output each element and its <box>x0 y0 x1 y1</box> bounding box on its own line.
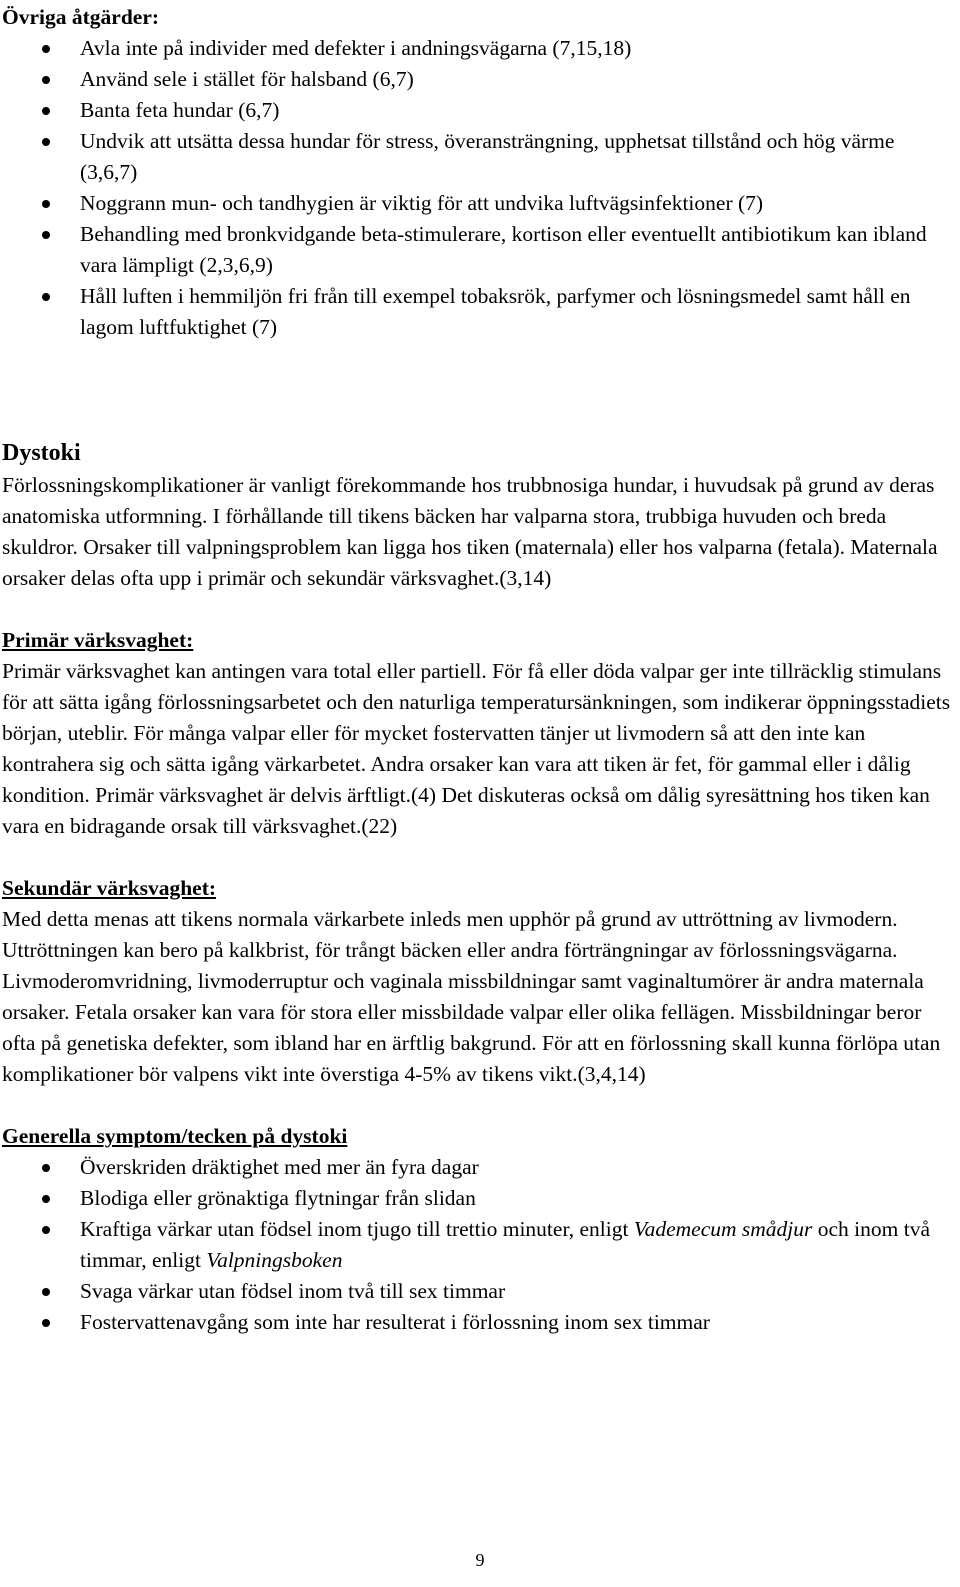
bullet-icon <box>42 1164 50 1172</box>
page-number: 9 <box>475 1550 485 1570</box>
list-item <box>2 1152 954 1183</box>
list-item-text: Blodiga eller grönaktiga flytningar från slidan <box>80 1186 476 1210</box>
dystoki-heading: Dystoki <box>2 440 81 466</box>
bullet-icon <box>42 107 50 115</box>
list-item <box>2 1276 954 1307</box>
list-item <box>2 95 954 126</box>
page-content <box>2 2 954 1338</box>
list-item <box>2 64 954 95</box>
list-item-text: Fostervattenavgång som inte har resulterat i förlossning inom sex timmar <box>80 1310 710 1334</box>
list-item-text: Överskriden dräktighet med mer än fyra dagar <box>80 1155 479 1179</box>
list-item-text: Banta feta hundar (6,7) <box>80 98 280 122</box>
list-item-text: Svaga värkar utan födsel inom två till sex timmar <box>80 1279 506 1303</box>
bullet-icon <box>42 1288 50 1296</box>
bullet-icon <box>42 1319 50 1327</box>
ovriga-list <box>2 33 954 343</box>
bullet-icon <box>42 200 50 208</box>
list-item <box>2 1307 954 1338</box>
list-item <box>2 219 954 281</box>
list-item-text: Avla inte på individer med defekter i andningsvägarna (7,15,18) <box>80 36 632 60</box>
primar-heading: Primär värksvaghet: <box>2 628 194 652</box>
primar-paragraph: Primär värksvaghet kan antingen vara total eller partiell. För få eller döda valpar ger inte tillräcklig stimulans för att sätta igång förlossningsarbetet och den naturliga temperatursänkningen, som indikerar öppningsstadiets början, uteblir. För många valpar eller för mycket fostervatten tänjer ut livmodern så att den inte kan kontrahera sig och sätta igång värkarbetet. Andra orsaker kan vara att tiken är fet, för gammal eller i dålig kondition. Primär värksvaghet är delvis ärftligt.(4) Det diskuteras också om dålig syresättning hos tiken kan vara en bidragande orsak till värksvaghet.(22) <box>2 659 951 838</box>
list-item-text: Undvik att utsätta dessa hundar för stress, överansträngning, upphetsat tillstånd och hög värme (3,6,7) <box>80 129 895 184</box>
list-item <box>2 281 954 343</box>
bullet-icon <box>42 293 50 301</box>
bullet-icon <box>42 231 50 239</box>
bullet-icon <box>42 138 50 146</box>
book-title-vademecum: Vademecum smådjur <box>633 1217 813 1241</box>
book-title-valpningsboken: Valpningsboken <box>206 1248 343 1272</box>
list-item-text: Håll luften i hemmiljön fri från till exempel tobaksrök, parfymer och lösningsmedel samt håll en lagom luftfuktighet (7) <box>80 284 911 339</box>
list-item <box>2 33 954 64</box>
symptom-heading: Generella symptom/tecken på dystoki <box>2 1124 348 1148</box>
list-item-text-part: och inom två timmar, enligt <box>80 1217 931 1272</box>
spacer <box>2 1090 954 1121</box>
sekundar-paragraph: Med detta menas att tikens normala värkarbete inleds men upphör på grund av uttröttning av livmodern. Uttröttningen kan bero på kalkbrist, för trångt bäcken eller andra förträngningar av förlossningsvägarna. Livmoderomvridning, livmoderruptur och vaginala missbildningar samt vaginaltumörer är andra maternala orsaker. Fetala orsaker kan vara för stora eller missbildade valpar eller olika fellägen. Missbildningar beror ofta på genetiska defekter, som ibland har en ärftlig bakgrund. För att en förlossning skall kunna förlöpa utan komplikationer bör valpens vikt inte överstiga 4-5% av tikens vikt.(3,4,14) <box>2 907 941 1086</box>
spacer <box>2 842 954 873</box>
list-item-text: Behandling med bronkvidgande beta-stimulerare, kortison eller eventuellt antibiotikum kan ibland vara lämpligt (2,3,6,9) <box>80 222 927 277</box>
symptom-list <box>2 1152 954 1338</box>
ovriga-heading: Övriga åtgärder: <box>2 5 160 29</box>
list-item-text: Noggrann mun- och tandhygien är viktig för att undvika luftvägsinfektioner (7) <box>80 191 764 215</box>
list-item <box>2 188 954 219</box>
list-item-text-part: Kraftiga värkar utan födsel inom tjugo till trettio minuter, enligt <box>80 1217 634 1241</box>
list-item <box>2 1214 954 1276</box>
sekundar-heading: Sekundär värksvaghet: <box>2 876 217 900</box>
spacer <box>2 594 954 625</box>
list-item-text: Använd sele i stället för halsband (6,7) <box>80 67 414 91</box>
spacer <box>2 343 954 436</box>
list-item <box>2 1183 954 1214</box>
bullet-icon <box>42 76 50 84</box>
dystoki-paragraph: Förlossningskomplikationer är vanligt förekommande hos trubbnosiga hundar, i huvudsak på grund av deras anatomiska utformning. I förhållande till tikens bäcken har valparna stora, trubbiga huvuden och breda skuldror. Orsaker till valpningsproblem kan ligga hos tiken (maternala) eller hos valparna (fetala). Maternala orsaker delas ofta upp i primär och sekundär värksvaghet.(3,14) <box>2 473 938 590</box>
bullet-icon <box>42 1195 50 1203</box>
bullet-icon <box>42 1226 50 1234</box>
list-item <box>2 126 954 188</box>
bullet-icon <box>42 45 50 53</box>
